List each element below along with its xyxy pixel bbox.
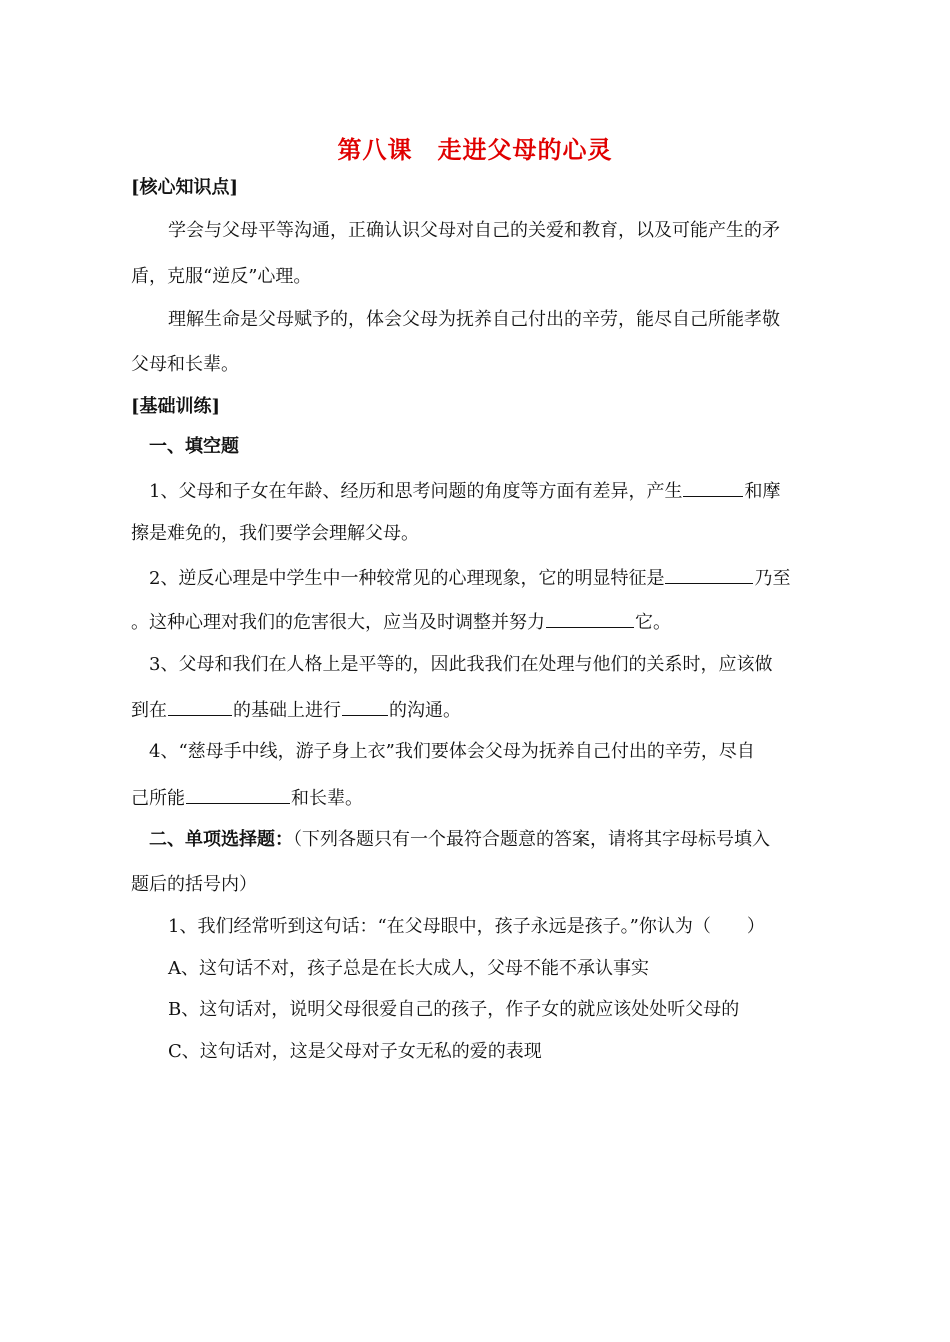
fill-question-1-line2: 擦是难免的，我们要学会理解父母。: [131, 523, 419, 544]
core-knowledge-heading: [核心知识点]: [131, 177, 239, 198]
core-para1-line2: 盾，克服“逆反”心理。: [131, 266, 312, 287]
fill-question-4-line2: [131, 785, 363, 811]
fill-question-2-line1: [149, 565, 790, 591]
q4-text-a: 己所能: [131, 788, 185, 809]
q2-blank-1[interactable]: [665, 565, 753, 584]
fill-question-3-line2: [131, 697, 461, 723]
q2-text-d: 它。: [635, 612, 671, 633]
choice-option-b[interactable]: B、这句话对，说明父母很爱自己的孩子，作子女的就应该处处听父母的: [168, 999, 740, 1020]
core-para2-line2: 父母和长辈。: [131, 354, 239, 375]
fill-question-3-line1: 3、父母和我们在人格上是平等的，因此我我们在处理与他们的关系时，应该做: [149, 654, 773, 675]
q1-text-b: 和摩: [744, 481, 781, 502]
q2-text-b: 乃至: [754, 568, 791, 589]
q4-blank[interactable]: [186, 785, 290, 804]
q1-text-a: 1、父母和子女在年龄、经历和思考问题的角度等方面有差异，产生: [149, 481, 683, 502]
q3-text-a: 到在: [131, 700, 167, 721]
choice-note-line1: （下列各题只有一个最符合题意的答案，请将其字母标号填入: [293, 829, 770, 850]
core-para1-line1: 学会与父母平等沟通，正确认识父母对自己的关爱和教育，以及可能产生的矛: [168, 220, 780, 241]
q2-blank-2[interactable]: [546, 609, 634, 628]
q4-text-b: 和长辈。: [291, 788, 363, 809]
choice-option-c[interactable]: C、这句话对，这是父母对子女无私的爱的表现: [168, 1041, 542, 1062]
choice-note-line2: 题后的括号内）: [131, 874, 257, 895]
choice-option-a[interactable]: A、这句话不对，孩子总是在长大成人，父母不能不承认事实: [168, 958, 649, 979]
page-title: 第八课 走进父母的心灵: [337, 135, 613, 164]
q3-text-b: 的基础上进行: [233, 700, 341, 721]
q2-text-a: 2、逆反心理是中学生中一种较常见的心理现象，它的明显特征是: [149, 568, 665, 589]
core-para2-line1: 理解生命是父母赋予的，体会父母为抚养自己付出的辛劳，能尽自己所能孝敬: [168, 309, 780, 330]
training-heading: [基础训练]: [131, 396, 221, 417]
q3-blank-1[interactable]: [168, 697, 232, 716]
choice-heading: 二、单项选择题：: [149, 829, 293, 850]
q3-text-c: 的沟通。: [389, 700, 461, 721]
fill-question-2-line2: [131, 609, 671, 635]
q1-blank[interactable]: [683, 478, 743, 497]
q2-text-c: 。这种心理对我们的危害很大，应当及时调整并努力: [131, 612, 545, 633]
fill-question-1-line1: [149, 478, 780, 504]
choice-question-1: 1、我们经常听到这句话：“在父母眼中，孩子永远是孩子。”你认为（ ）: [168, 916, 765, 937]
fill-in-heading: 一、填空题: [149, 436, 239, 457]
choice-heading-line: [149, 828, 770, 852]
fill-question-4-line1: 4、“慈母手中线，游子身上衣”我们要体会父母为抚养自己付出的辛劳，尽自: [149, 741, 755, 762]
q3-blank-2[interactable]: [342, 697, 388, 716]
